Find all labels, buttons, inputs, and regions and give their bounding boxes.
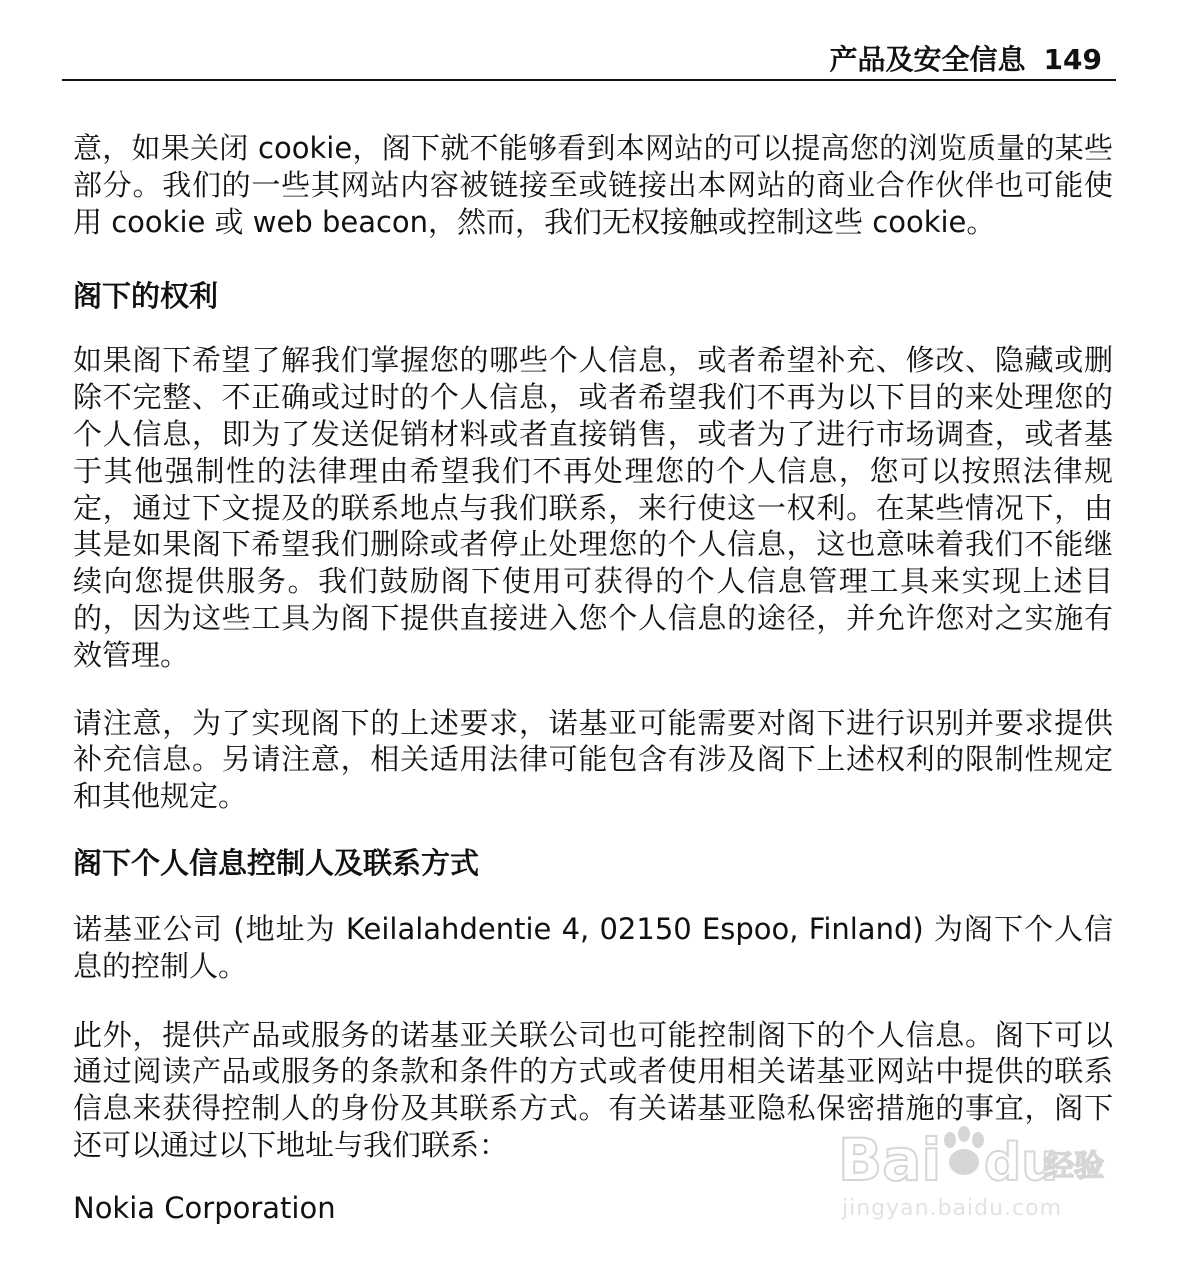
baidu-logo-icon <box>838 1118 1108 1198</box>
page-content <box>73 130 1113 1227</box>
watermark-logo-text: Bai <box>838 1126 942 1194</box>
paragraph-rights: 如果阁下希望了解我们掌握您的哪些个人信息，或者希望补充、修改、隐藏或删除不完整、不正确或过时的个人信息，或者希望我们不再为以下目的来处理您的个人信息，即为了发送促销材料或者直接销售，或者为了进行市场调查，或者基于其他强制性的法律理由希望我们不再处理您的个人信息，您可以按照法律规定，通过下文提及的联系地点与我们联系，来行使这一权利。在某些情况下，由其是如果阁下希望我们删除或者停止处理您的个人信息，这也意味着我们不能继续向您提供服务。我们鼓励阁下使用可获得的个人信息管理工具来实现上述目的，因为这些工具为阁下提供直接进入您个人信息的途径，并允许您对之实施有效管理。 <box>73 343 1113 672</box>
section-title: 产品及安全信息 <box>829 43 1026 76</box>
paragraph-notice: 请注意，为了实现阁下的上述要求，诺基亚可能需要对阁下进行识别并要求提供补充信息。另请注意，相关适用法律可能包含有涉及阁下上述权利的限制性规定和其他规定。 <box>73 705 1113 814</box>
paragraph-affiliates: 此外，提供产品或服务的诺基亚关联公司也可能控制阁下的个人信息。阁下可以通过阅读产品或服务的条款和条件的方式或者使用相关诺基亚网站中提供的联系信息来获得控制人的身份及其联系方式。有关诺基亚隐私保密措施的事宜，阁下还可以通过以下地址与我们联系： <box>73 1017 1113 1162</box>
watermark-logo-text-2: du <box>984 1133 1059 1193</box>
page-number: 149 <box>1043 43 1102 76</box>
paw-icon <box>944 1126 984 1175</box>
running-header <box>62 40 1114 80</box>
paragraph-controller: 诺基亚公司 (地址为 Keilalahdentie 4, 02150 Espoo, Finland) 为阁下个人信息的控制人。 <box>73 911 1113 983</box>
paragraph-cookie: 意，如果关闭 cookie，阁下就不能够看到本网站的可以提高您的浏览质量的某些部分。我们的一些其网站内容被链接至或链接出本网站的商业合作伙伴也可能使用 cookie 或 web beacon，然而，我们无权接触或控制这些 cookie。 <box>73 131 1113 239</box>
heading-controller: 阁下个人信息控制人及联系方式 <box>73 845 480 880</box>
watermark-url: jingyan.baidu.com <box>842 1196 1063 1221</box>
paragraph-company: Nokia Corporation <box>73 1190 336 1225</box>
heading-rights: 阁下的权利 <box>73 279 219 314</box>
watermark-logo-cn: 经验 <box>1044 1149 1104 1184</box>
baidu-jingyan-watermark <box>838 1118 1108 1228</box>
header-rule <box>62 79 1116 81</box>
